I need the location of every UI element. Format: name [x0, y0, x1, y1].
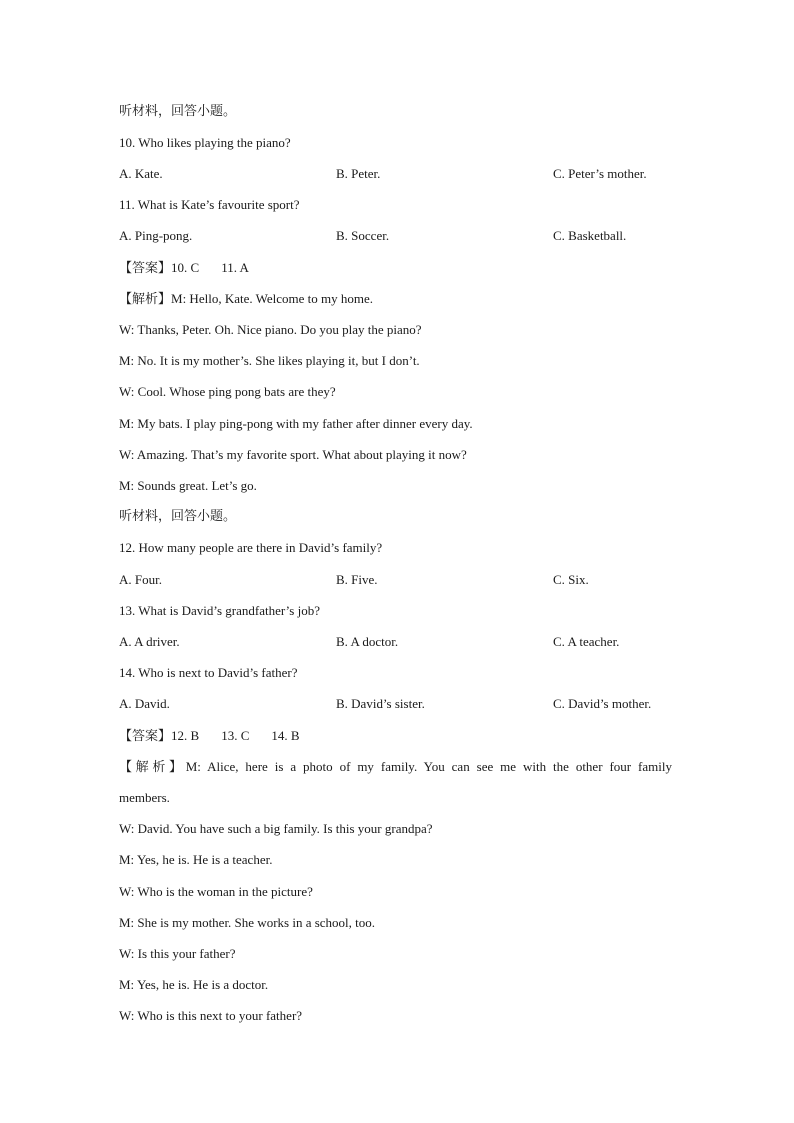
- dialogue-line: W: Thanks, Peter. Oh. Nice piano. Do you play the piano?: [119, 322, 422, 337]
- dialogue-line-cont: members.: [119, 790, 170, 805]
- q13-option-c: C. A teacher.: [553, 634, 620, 649]
- q14-option-b: B. David’s sister.: [336, 696, 425, 711]
- q10-option-c: C. Peter’s mother.: [553, 166, 647, 181]
- dialogue-line: M: She is my mother. She works in a school, too.: [119, 915, 376, 930]
- answer-tag: 【答案】: [119, 729, 172, 744]
- answer-14: 14. B: [271, 728, 300, 743]
- section2-instruction: 听材料，回答小题。: [119, 509, 237, 524]
- q12-option-c: C. Six.: [553, 572, 589, 587]
- dialogue-line: M: Yes, he is. He is a teacher.: [119, 852, 273, 867]
- q11-option-a: A. Ping-pong.: [119, 228, 193, 243]
- analysis-tag: 【解析】: [119, 760, 186, 775]
- question-11: 11. What is Kate’s favourite sport?: [119, 197, 300, 212]
- section1-instruction: 听材料，回答小题。: [119, 104, 237, 119]
- dialogue-line: M: Hello, Kate. Welcome to my home.: [171, 291, 373, 306]
- dialogue-line: M: Alice, here is a photo of my family. You can see me with the other four family: [185, 759, 672, 774]
- dialogue-line: W: Who is this next to your father?: [119, 1008, 303, 1023]
- answer-11: 11. A: [221, 260, 249, 275]
- answer-13: 13. C: [221, 728, 250, 743]
- dialogue-line: M: No. It is my mother’s. She likes playing it, but I don’t.: [119, 353, 420, 368]
- q13-option-b: B. A doctor.: [336, 634, 399, 649]
- question-13: 13. What is David’s grandfather’s job?: [119, 603, 320, 618]
- answer-12: 12. B: [171, 728, 200, 743]
- dialogue-line: M: My bats. I play ping-pong with my father after dinner every day.: [119, 416, 473, 431]
- q14-option-a: A. David.: [119, 696, 170, 711]
- dialogue-line: W: David. You have such a big family. Is this your grandpa?: [119, 821, 433, 836]
- dialogue-line: W: Who is the woman in the picture?: [119, 884, 313, 899]
- answer-line-2: [119, 727, 300, 746]
- dialogue-line: M: Yes, he is. He is a doctor.: [119, 977, 269, 992]
- dialogue-line: W: Is this your father?: [119, 946, 236, 961]
- dialogue-line: W: Cool. Whose ping pong bats are they?: [119, 384, 336, 399]
- analysis-line-2: [119, 758, 672, 777]
- q11-option-b: B. Soccer.: [336, 228, 390, 243]
- dialogue-line: M: Sounds great. Let’s go.: [119, 478, 257, 493]
- q11-option-c: C. Basketball.: [553, 228, 627, 243]
- analysis-tag: 【解析】: [119, 292, 172, 307]
- analysis-line-1: [119, 290, 373, 309]
- q13-option-a: A. A driver.: [119, 634, 180, 649]
- q14-option-c: C. David’s mother.: [553, 696, 652, 711]
- q10-option-a: A. Kate.: [119, 166, 163, 181]
- q12-option-b: B. Five.: [336, 572, 378, 587]
- q12-option-a: A. Four.: [119, 572, 162, 587]
- answer-10: 10. C: [171, 260, 200, 275]
- question-14: 14. Who is next to David’s father?: [119, 665, 298, 680]
- dialogue-line: W: Amazing. That’s my favorite sport. What about playing it now?: [119, 447, 467, 462]
- answer-tag: 【答案】: [119, 261, 172, 276]
- question-10: 10. Who likes playing the piano?: [119, 135, 291, 150]
- q10-option-b: B. Peter.: [336, 166, 381, 181]
- question-12: 12. How many people are there in David’s family?: [119, 540, 383, 555]
- answer-line-1: [119, 259, 249, 278]
